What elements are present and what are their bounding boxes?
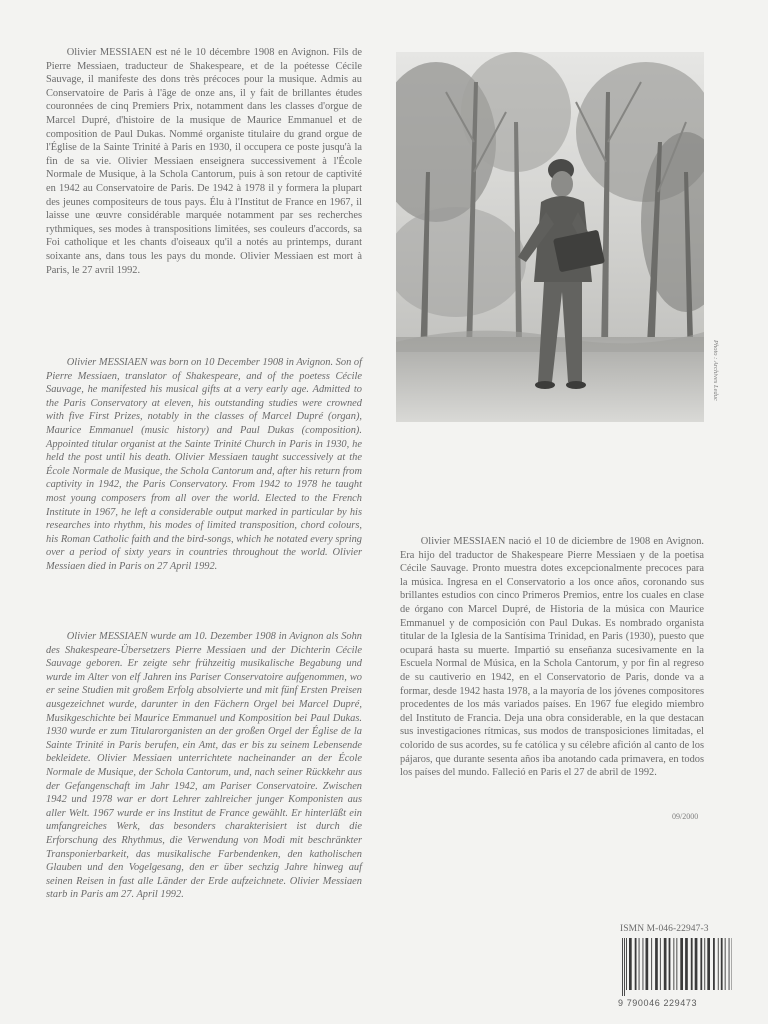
photo-credit: Photo : Archives Leduc xyxy=(712,340,719,401)
barcode-bar xyxy=(669,938,671,990)
barcode xyxy=(618,938,732,996)
barcode-bar xyxy=(695,938,698,990)
barcode-bar xyxy=(704,938,705,990)
barcode-bar xyxy=(676,938,677,990)
orchard-photo-illustration xyxy=(396,52,704,422)
barcode-bar xyxy=(639,938,640,990)
barcode-bar xyxy=(624,938,625,996)
barcode-bar xyxy=(718,938,719,990)
barcode-bar xyxy=(685,938,688,990)
barcode-bar xyxy=(707,938,710,990)
barcode-bar xyxy=(626,938,627,990)
barcode-bar xyxy=(700,938,702,990)
barcode-bar xyxy=(680,938,683,990)
barcode-bar xyxy=(629,938,632,990)
barcode-bar xyxy=(622,938,623,996)
barcode-bar xyxy=(673,938,674,990)
biography-french: Olivier MESSIAEN est né le 10 décembre 1908 en Avignon. Fils de Pierre Messiaen, traducteur de Shakespeare, et de la poétesse Cécile Sauvage, il manifeste des dons très précoces pour la musique. Admis au Conservatoire de Paris à l'âge de onze ans, il y fait de brillantes études couronnées de cinq Premiers Prix, notamment dans les classes d'orgue de Marcel Dupré, d'histoire de la musique de Maurice Emmanuel et de composition de Paul Dukas. Nommé organiste titulaire du grand orgue de l'Église de la Sainte Trinité à Paris en 1930, il occupera ce poste jusqu'à la fin de sa vie. Olivier Messiaen enseignera successivement à l'École Normale de Musique, à la Schola Cantorum, puis à son retour de captivité en 1942 au Conservatoire de Paris. De 1942 à 1978 il y formera la plupart des jeunes compositeurs de tous pays. Élu à l'Institut de France en 1967, il laisse une œuvre considérable marquée notamment par ses recherches rythmiques, ses modes à transpositions limitées, ses couleurs d'accords, sa Foi catholique et les chants d'oiseaux qu'il a notés au printemps, durant soixante ans, dans tous les pays du monde. Olivier Messiaen est mort à Paris, le 27 avril 1992. xyxy=(46,47,362,276)
biography-english: Olivier MESSIAEN was born on 10 December 1908 in Avignon. Son of Pierre Messiaen, translator of Shakespeare, and of the poetess Cécile Sauvage, he manifested his musical gifts at a very early age. Admitted to the Paris Conservatory at eleven, his outstanding studies were crowned with five First Prizes, notably in the classes of Marcel Dupré (organ), Maurice Emmanuel (music history) and Paul Dukas (composition). Appointed titular organist at the Sainte Trinité Church in Paris in 1930, he held the post until his death. Olivier Messiaen taught successively at the École Normale de Musique, the Schola Cantorum and, after his return from captivity in 1942, the Paris Conservatory. From 1942 to 1978 he taught most young composers from all over the world. Elected to the French Institute in 1967, he left a considerable output marked in particular by his researches into rhythm, his modes of limited transposition, chord colours, his Roman Catholic faith and the bird-songs, which he notated every spring over a period of sixty years in countries throughout the world. Olivier Messiaen died in Paris on 27 April 1992. xyxy=(46,357,362,572)
composer-photo xyxy=(396,52,704,422)
barcode-digits: 9 790046 229473 xyxy=(618,998,698,1008)
barcode-bar xyxy=(725,938,726,990)
barcode-bar xyxy=(691,938,693,990)
barcode-bar xyxy=(713,938,715,990)
barcode-bar xyxy=(664,938,667,990)
barcode-bar xyxy=(729,938,730,990)
biography-german: Olivier MESSIAEN wurde am 10. Dezember 1908 in Avignon als Sohn des Shakespeare-Übersetzers Pierre Messiaen und der Dichterin Cécile Sauvage geboren. Er zeigte sehr frühzeitig musikalische Begabung und wurde im Alter von elf Jahren ins Pariser Conservatoire aufgenommen, wo er seine Studien mit großem Erfolg absolvierte und mit fünf Ersten Preisen ausgezeichnet wurde, darunter in den Fächern Orgel bei Marcel Dupré, Musikgeschichte bei Maurice Emmanuel und Komposition bei Paul Dukas. 1930 wurde er zum Titularorganisten an der großen Orgel der Église de la Sainte Trinité in Paris berufen, ein Amt, das er bis zu seinem Lebensende bekleidete. Olivier Messiaen unterrichtete nacheinander an der École Normale de Musique, der Schola Cantorum, und, nach seiner Rückkehr aus der Gefangenschaft im Jahr 1942, am Pariser Conservatoire. Zwischen 1942 und 1978 war er dort Lehrer zahlreicher junger Komponisten aus aller Welt. 1967 wurde er ins Institut de France gewählt. Er hinterläßt ein umfangreiches Werk, das besonders charakterisiert ist durch die Erforschung des Rhythmus, die Verwendung von Modi mit beschränkter Transponierbarkeit, das musikalische Farbendenken, den katholischen Glauben und den Vogelgesang, den er über sechzig Jahre hinweg auf seinen Reisen in fast alle Länder der Erde aufzeichnete. Olivier Messiaen starb in Paris am 27. April 1992. xyxy=(46,631,362,901)
barcode-bar xyxy=(651,938,652,990)
barcode-bar xyxy=(646,938,649,990)
biography-spanish: Olivier MESSIAEN nació el 10 de diciembre de 1908 en Avignon. Era hijo del traductor de Shakespeare Pierre Messiaen y de la poetisa Cécile Sauvage. Pronto muestra dotes excepcionalmente precoces para la música. Ingresa en el Conservatorio a los once años, coronando sus brillantes estudios con cinco Primeros Premios, entre los cuales en clase de órgano con Marcel Dupré, de Historia de la música con Maurice Emmanuel y de composición con Paul Dukas. Es nombrado organista titular de la Iglesia de la Santísima Trinidad, en Paris (1930), puesto que ocupará hasta su muerte. Impartió su enseñanza sucesivamente en la Escuela Normal de Música, en la Schola Cantorum, y por fin al regreso de su cautiverio en 1942, en el Conservatorio de Paris, donde va a formar, desde 1942 hasta 1978, a la mayoría de los jóvenes compositores procedentes de los más variados países. En 1967 fue elegido miembro del Instituto de Francia. Deja una obra considerable, en la que destacan sus investigaciones rítmicas, sus modos de transposiciones limitadas, el colorido de sus acordes, su fe católica y su célebre afición al canto de los pájaros, que durante sesenta años iba anotando cada primavera, en todos los países del mundo. Falleció en Paris el 27 de abril de 1992. xyxy=(400,536,704,779)
barcode-bar xyxy=(635,938,637,990)
ismn-label: ISMN M-046-22947-3 xyxy=(620,924,709,934)
barcode-bar xyxy=(655,938,658,990)
barcode-bar xyxy=(721,938,723,990)
barcode-bar xyxy=(643,938,644,990)
date-code: 09/2000 xyxy=(672,812,699,821)
barcode-bar xyxy=(660,938,661,990)
